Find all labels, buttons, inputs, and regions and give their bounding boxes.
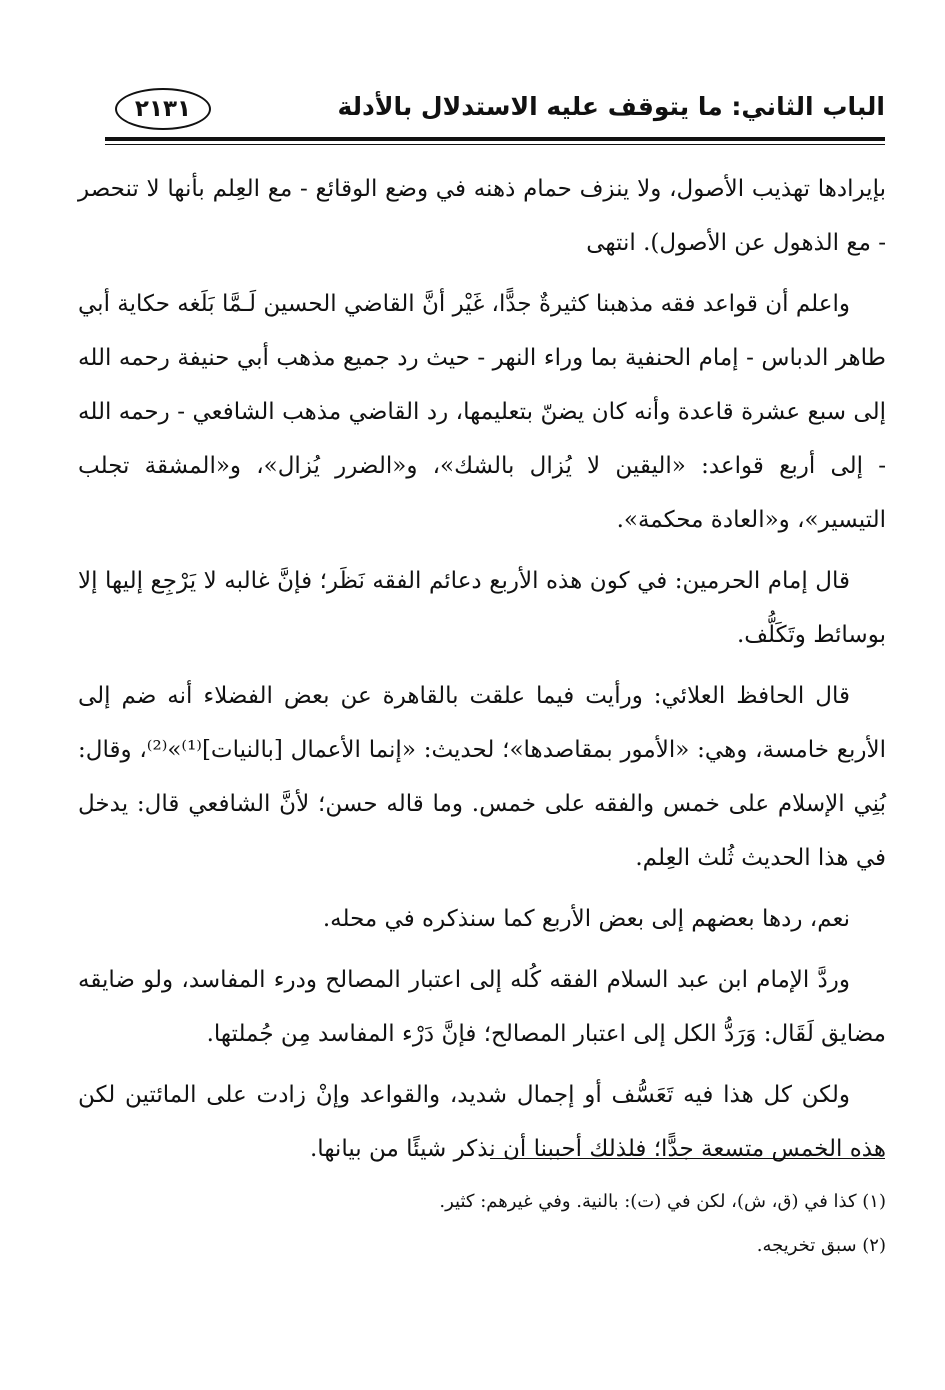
footnote-item: (٢) سبق تخريجه. — [756, 1235, 886, 1256]
paragraph: واعلم أن قواعد فقه مذهبنا كثيرةٌ جدًّا، غَيْر أنَّ القاضي الحسين لَـمَّا بَلَغه حكاية أبي طاهر الدباس - إمام الحنفية بما وراء النهر - حيث رد جميع مذهب أبي حنيفة رحمه الله إلى سبع عشرة قاعدة وأنه كان يضنّ بتعليمها، رد القاضي مذهب الشافعي - رحمه الله - إلى أربع قواعد: «اليقين لا يُزال بالشك»، و«الضرر يُزال»، و«المشقة تجلب التيسير»، و«العادة محكمة». — [78, 291, 886, 533]
paragraph: ولكن كل هذا فيه تَعَسُّف أو إجمال شديد، والقواعد وإنْ زادت على المائتين لكن هذه الخمس متسعة جدًّا؛ فلذلك أحببنا أن نذكر شيئًا من بيانها. — [78, 1082, 886, 1162]
page-header — [105, 86, 885, 138]
paragraph: قال إمام الحرمين: في كون هذه الأربع دعائم الفقه نَظَر؛ فإنَّ غالبه لا يَرْجِع إليها إلا بوسائط وتَكَلُّف. — [78, 568, 886, 648]
header-divider-thin — [105, 144, 885, 145]
header-divider — [105, 137, 885, 141]
footnotes — [78, 1180, 886, 1268]
paragraph: بإيرادها تهذيب الأصول، ولا ينزف حمام ذهنه في وضع الوقائع - مع العِلم بأنها لا تنحصر - مع الذهول عن الأصول). انتهى — [78, 176, 886, 256]
chapter-title: الباب الثاني: ما يتوقف عليه الاستدلال بالأدلة — [337, 92, 885, 121]
footnote-divider — [490, 1158, 885, 1159]
footnote-item: (١) كذا في (ق، ش)، لكن في (ت): بالنية. وفي غيرهم: كثير. — [439, 1191, 886, 1212]
paragraph: قال الحافظ العلائي: ورأيت فيما علقت بالقاهرة عن بعض الفضلاء أنه ضم إلى الأربع خامسة، وهي: «الأمور بمقاصدها»؛ لحديث: «إنما الأعمال [بالنيات]⁽¹⁾»⁽²⁾، وقال: بُنِي الإسلام على خمس والفقه على خمس. وما قاله حسن؛ لأنَّ الشافعي قال: يدخل في هذا الحديث ثُلث العِلم. — [78, 683, 886, 871]
paragraph: وردَّ الإمام ابن عبد السلام الفقه كُله إلى اعتبار المصالح ودرء المفاسد، ولو ضايقه مضايق لَقَال: وَرَدُّ الكل إلى اعتبار المصالح؛ فإنَّ دَرْء المفاسد مِن جُملتها. — [78, 967, 886, 1047]
main-text — [78, 162, 886, 1183]
page-number: ٢١٣١ — [115, 88, 211, 130]
paragraph: نعم، ردها بعضهم إلى بعض الأربع كما سنذكره في محله. — [322, 906, 850, 932]
